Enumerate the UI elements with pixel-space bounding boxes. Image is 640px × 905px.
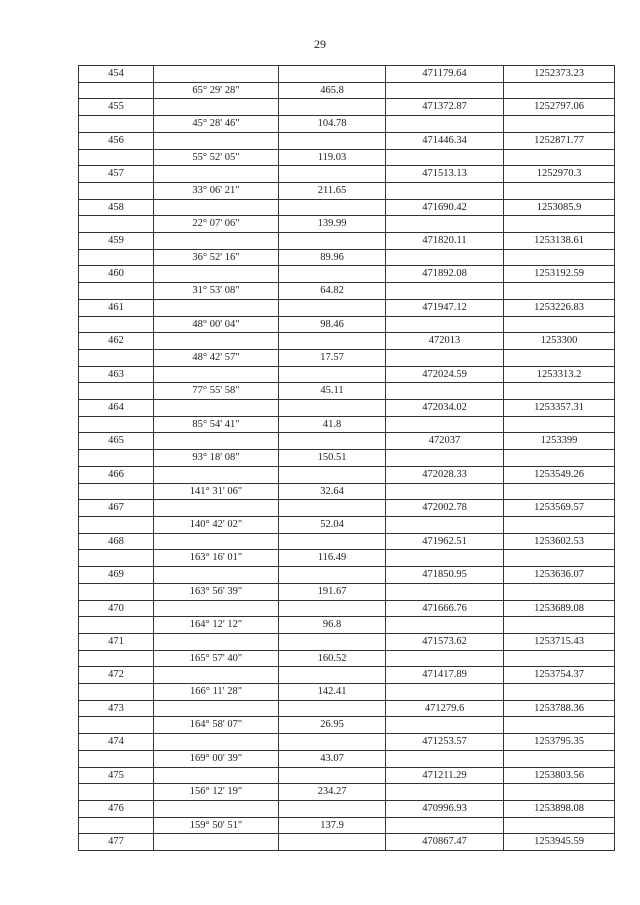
point-row [79,299,615,316]
point-row [79,400,615,417]
point-y: 1253945.59 [504,834,615,851]
point-id: 475 [79,767,154,784]
segment-angle: 22° 07' 06" [154,216,279,233]
point-y: 1253636.07 [504,567,615,584]
empty-cell [386,583,504,600]
empty-cell [279,433,386,450]
point-x: 471690.42 [386,199,504,216]
segment-row [79,182,615,199]
point-y: 1253795.35 [504,734,615,751]
empty-cell [386,82,504,99]
empty-cell [504,349,615,366]
empty-cell [386,617,504,634]
empty-cell [279,132,386,149]
segment-angle: 48° 42' 57" [154,349,279,366]
segment-angle: 33° 06' 21" [154,182,279,199]
point-row [79,734,615,751]
point-x: 471947.12 [386,299,504,316]
empty-cell [279,333,386,350]
segment-length: 150.51 [279,450,386,467]
empty-cell [504,116,615,133]
point-x: 471513.13 [386,166,504,183]
segment-row [79,684,615,701]
point-x: 471279.6 [386,700,504,717]
point-id: 455 [79,99,154,116]
segment-length: 41.8 [279,416,386,433]
point-x: 471892.08 [386,266,504,283]
empty-cell [504,182,615,199]
point-id: 465 [79,433,154,450]
point-row [79,767,615,784]
empty-cell [154,466,279,483]
empty-cell [279,667,386,684]
point-x: 470996.93 [386,800,504,817]
point-row [79,567,615,584]
point-y: 1253300 [504,333,615,350]
empty-cell [79,216,154,233]
empty-cell [279,266,386,283]
page-number: 29 [314,37,326,51]
point-x: 471820.11 [386,233,504,250]
segment-length: 96.8 [279,617,386,634]
segment-row [79,82,615,99]
empty-cell [154,500,279,517]
empty-cell [504,516,615,533]
empty-cell [386,550,504,567]
point-y: 1253715.43 [504,633,615,650]
point-id: 472 [79,667,154,684]
point-id: 468 [79,533,154,550]
empty-cell [279,800,386,817]
point-x: 472028.33 [386,466,504,483]
empty-cell [279,633,386,650]
point-x: 471573.62 [386,633,504,650]
point-id: 469 [79,567,154,584]
segment-angle: 77° 55' 58" [154,383,279,400]
point-id: 474 [79,734,154,751]
empty-cell [79,784,154,801]
empty-cell [504,249,615,266]
segment-row [79,149,615,166]
empty-cell [386,316,504,333]
empty-cell [279,734,386,751]
point-row [79,366,615,383]
empty-cell [279,500,386,517]
segment-angle: 48° 00' 04" [154,316,279,333]
empty-cell [154,800,279,817]
empty-cell [79,149,154,166]
segment-length: 211.65 [279,182,386,199]
segment-angle: 55° 52' 05" [154,149,279,166]
empty-cell [79,349,154,366]
empty-cell [504,784,615,801]
segment-row [79,249,615,266]
empty-cell [279,99,386,116]
segment-row [79,583,615,600]
empty-cell [386,650,504,667]
point-x: 470867.47 [386,834,504,851]
segment-length: 17.57 [279,349,386,366]
point-x: 471962.51 [386,533,504,550]
empty-cell [79,249,154,266]
empty-cell [504,149,615,166]
empty-cell [386,149,504,166]
segment-row [79,550,615,567]
point-id: 476 [79,800,154,817]
coordinate-table [78,65,615,851]
empty-cell [279,233,386,250]
empty-cell [504,450,615,467]
point-id: 458 [79,199,154,216]
segment-angle: 93° 18' 08" [154,450,279,467]
segment-row [79,416,615,433]
segment-angle: 156° 12' 19" [154,784,279,801]
empty-cell [279,767,386,784]
point-row [79,233,615,250]
point-id: 461 [79,299,154,316]
point-id: 460 [79,266,154,283]
segment-row [79,717,615,734]
empty-cell [279,299,386,316]
point-row [79,266,615,283]
empty-cell [79,817,154,834]
empty-cell [154,700,279,717]
point-y: 1253898.08 [504,800,615,817]
point-row [79,533,615,550]
segment-length: 137.9 [279,817,386,834]
empty-cell [154,633,279,650]
point-x: 472037 [386,433,504,450]
point-x: 471179.64 [386,66,504,83]
segment-length: 89.96 [279,249,386,266]
segment-row [79,483,615,500]
point-id: 467 [79,500,154,517]
empty-cell [154,767,279,784]
empty-cell [154,66,279,83]
point-y: 1253803.56 [504,767,615,784]
segment-row [79,750,615,767]
segment-length: 43.07 [279,750,386,767]
point-y: 1253549.26 [504,466,615,483]
empty-cell [154,166,279,183]
segment-length: 32.64 [279,483,386,500]
point-row [79,433,615,450]
empty-cell [79,750,154,767]
empty-cell [386,116,504,133]
empty-cell [386,717,504,734]
point-y: 1253138.61 [504,233,615,250]
point-id: 457 [79,166,154,183]
point-x: 471417.89 [386,667,504,684]
segment-length: 142.41 [279,684,386,701]
empty-cell [79,82,154,99]
segment-angle: 141° 31' 06" [154,483,279,500]
empty-cell [154,233,279,250]
point-row [79,99,615,116]
empty-cell [386,383,504,400]
empty-cell [79,383,154,400]
point-x: 471211.29 [386,767,504,784]
point-y: 1252797.06 [504,99,615,116]
segment-length: 52.04 [279,516,386,533]
segment-row [79,650,615,667]
empty-cell [79,316,154,333]
empty-cell [279,366,386,383]
point-id: 454 [79,66,154,83]
empty-cell [79,684,154,701]
point-id: 471 [79,633,154,650]
empty-cell [386,483,504,500]
empty-cell [504,216,615,233]
empty-cell [279,66,386,83]
segment-length: 116.49 [279,550,386,567]
empty-cell [79,650,154,667]
point-id: 463 [79,366,154,383]
point-x: 471253.57 [386,734,504,751]
point-y: 1253399 [504,433,615,450]
point-id: 470 [79,600,154,617]
empty-cell [504,650,615,667]
empty-cell [386,750,504,767]
empty-cell [79,550,154,567]
segment-angle: 163° 16' 01" [154,550,279,567]
segment-length: 45.11 [279,383,386,400]
segment-row [79,817,615,834]
empty-cell [154,299,279,316]
segment-length: 191.67 [279,583,386,600]
empty-cell [386,450,504,467]
empty-cell [504,283,615,300]
segment-row [79,283,615,300]
empty-cell [279,600,386,617]
segment-angle: 45° 28' 46" [154,116,279,133]
point-id: 456 [79,132,154,149]
point-id: 477 [79,834,154,851]
point-y: 1252373.23 [504,66,615,83]
point-x: 472002.78 [386,500,504,517]
segment-angle: 164° 58' 07" [154,717,279,734]
empty-cell [154,834,279,851]
empty-cell [154,132,279,149]
empty-cell [279,533,386,550]
segment-row [79,784,615,801]
empty-cell [504,550,615,567]
empty-cell [279,400,386,417]
point-y: 1253602.53 [504,533,615,550]
segment-length: 119.03 [279,149,386,166]
point-y: 1253788.36 [504,700,615,717]
point-row [79,132,615,149]
empty-cell [79,182,154,199]
empty-cell [154,199,279,216]
point-row [79,700,615,717]
point-row [79,600,615,617]
empty-cell [279,567,386,584]
segment-length: 465.8 [279,82,386,99]
point-row [79,466,615,483]
point-row [79,333,615,350]
empty-cell [386,182,504,199]
point-y: 1253689.08 [504,600,615,617]
point-y: 1253754.37 [504,667,615,684]
point-x: 472024.59 [386,366,504,383]
segment-angle: 140° 42' 02" [154,516,279,533]
empty-cell [79,483,154,500]
empty-cell [504,817,615,834]
point-x: 471666.76 [386,600,504,617]
segment-row [79,216,615,233]
point-y: 1253226.83 [504,299,615,316]
empty-cell [154,667,279,684]
segment-row [79,450,615,467]
empty-cell [386,784,504,801]
segment-row [79,116,615,133]
point-x: 471446.34 [386,132,504,149]
point-row [79,834,615,851]
empty-cell [386,283,504,300]
empty-cell [279,700,386,717]
point-x: 472034.02 [386,400,504,417]
point-row [79,800,615,817]
empty-cell [386,349,504,366]
point-row [79,633,615,650]
empty-cell [386,516,504,533]
point-y: 1252970.3 [504,166,615,183]
empty-cell [504,717,615,734]
empty-cell [154,99,279,116]
empty-cell [79,450,154,467]
segment-angle: 36° 52' 16" [154,249,279,266]
segment-angle: 165° 57' 40" [154,650,279,667]
point-y: 1253085.9 [504,199,615,216]
empty-cell [279,834,386,851]
empty-cell [79,283,154,300]
segment-angle: 169° 00' 39" [154,750,279,767]
empty-cell [154,366,279,383]
segment-angle: 164° 12' 12" [154,617,279,634]
segment-angle: 163° 56' 39" [154,583,279,600]
empty-cell [504,583,615,600]
empty-cell [504,383,615,400]
empty-cell [79,116,154,133]
segment-length: 234.27 [279,784,386,801]
empty-cell [79,717,154,734]
empty-cell [504,483,615,500]
empty-cell [504,750,615,767]
segment-angle: 65° 29' 28" [154,82,279,99]
empty-cell [279,466,386,483]
segment-length: 104.78 [279,116,386,133]
point-x: 472013 [386,333,504,350]
point-row [79,66,615,83]
empty-cell [79,583,154,600]
empty-cell [79,516,154,533]
empty-cell [386,684,504,701]
point-y: 1253569.57 [504,500,615,517]
empty-cell [504,684,615,701]
empty-cell [386,249,504,266]
empty-cell [279,166,386,183]
segment-length: 160.52 [279,650,386,667]
empty-cell [279,199,386,216]
empty-cell [386,817,504,834]
empty-cell [386,216,504,233]
point-id: 473 [79,700,154,717]
empty-cell [154,600,279,617]
point-y: 1253313.2 [504,366,615,383]
segment-length: 98.46 [279,316,386,333]
point-id: 462 [79,333,154,350]
segment-angle: 85° 54' 41" [154,416,279,433]
empty-cell [154,333,279,350]
segment-row [79,349,615,366]
segment-angle: 166° 11' 28" [154,684,279,701]
empty-cell [504,82,615,99]
empty-cell [79,617,154,634]
point-x: 471372.87 [386,99,504,116]
point-y: 1253192.59 [504,266,615,283]
point-id: 459 [79,233,154,250]
empty-cell [154,433,279,450]
empty-cell [154,734,279,751]
empty-cell [386,416,504,433]
point-id: 466 [79,466,154,483]
empty-cell [79,416,154,433]
segment-angle: 31° 53' 08" [154,283,279,300]
point-row [79,667,615,684]
segment-length: 64.82 [279,283,386,300]
empty-cell [154,266,279,283]
segment-length: 26.95 [279,717,386,734]
segment-length: 139.99 [279,216,386,233]
table-body [79,66,615,851]
empty-cell [504,617,615,634]
segment-row [79,617,615,634]
point-y: 1252871.77 [504,132,615,149]
segment-row [79,516,615,533]
empty-cell [154,567,279,584]
segment-row [79,383,615,400]
point-y: 1253357.31 [504,400,615,417]
point-row [79,166,615,183]
point-id: 464 [79,400,154,417]
empty-cell [504,316,615,333]
segment-row [79,316,615,333]
empty-cell [154,400,279,417]
point-row [79,199,615,216]
point-x: 471850.95 [386,567,504,584]
segment-angle: 159° 50' 51" [154,817,279,834]
point-row [79,500,615,517]
empty-cell [154,533,279,550]
empty-cell [504,416,615,433]
